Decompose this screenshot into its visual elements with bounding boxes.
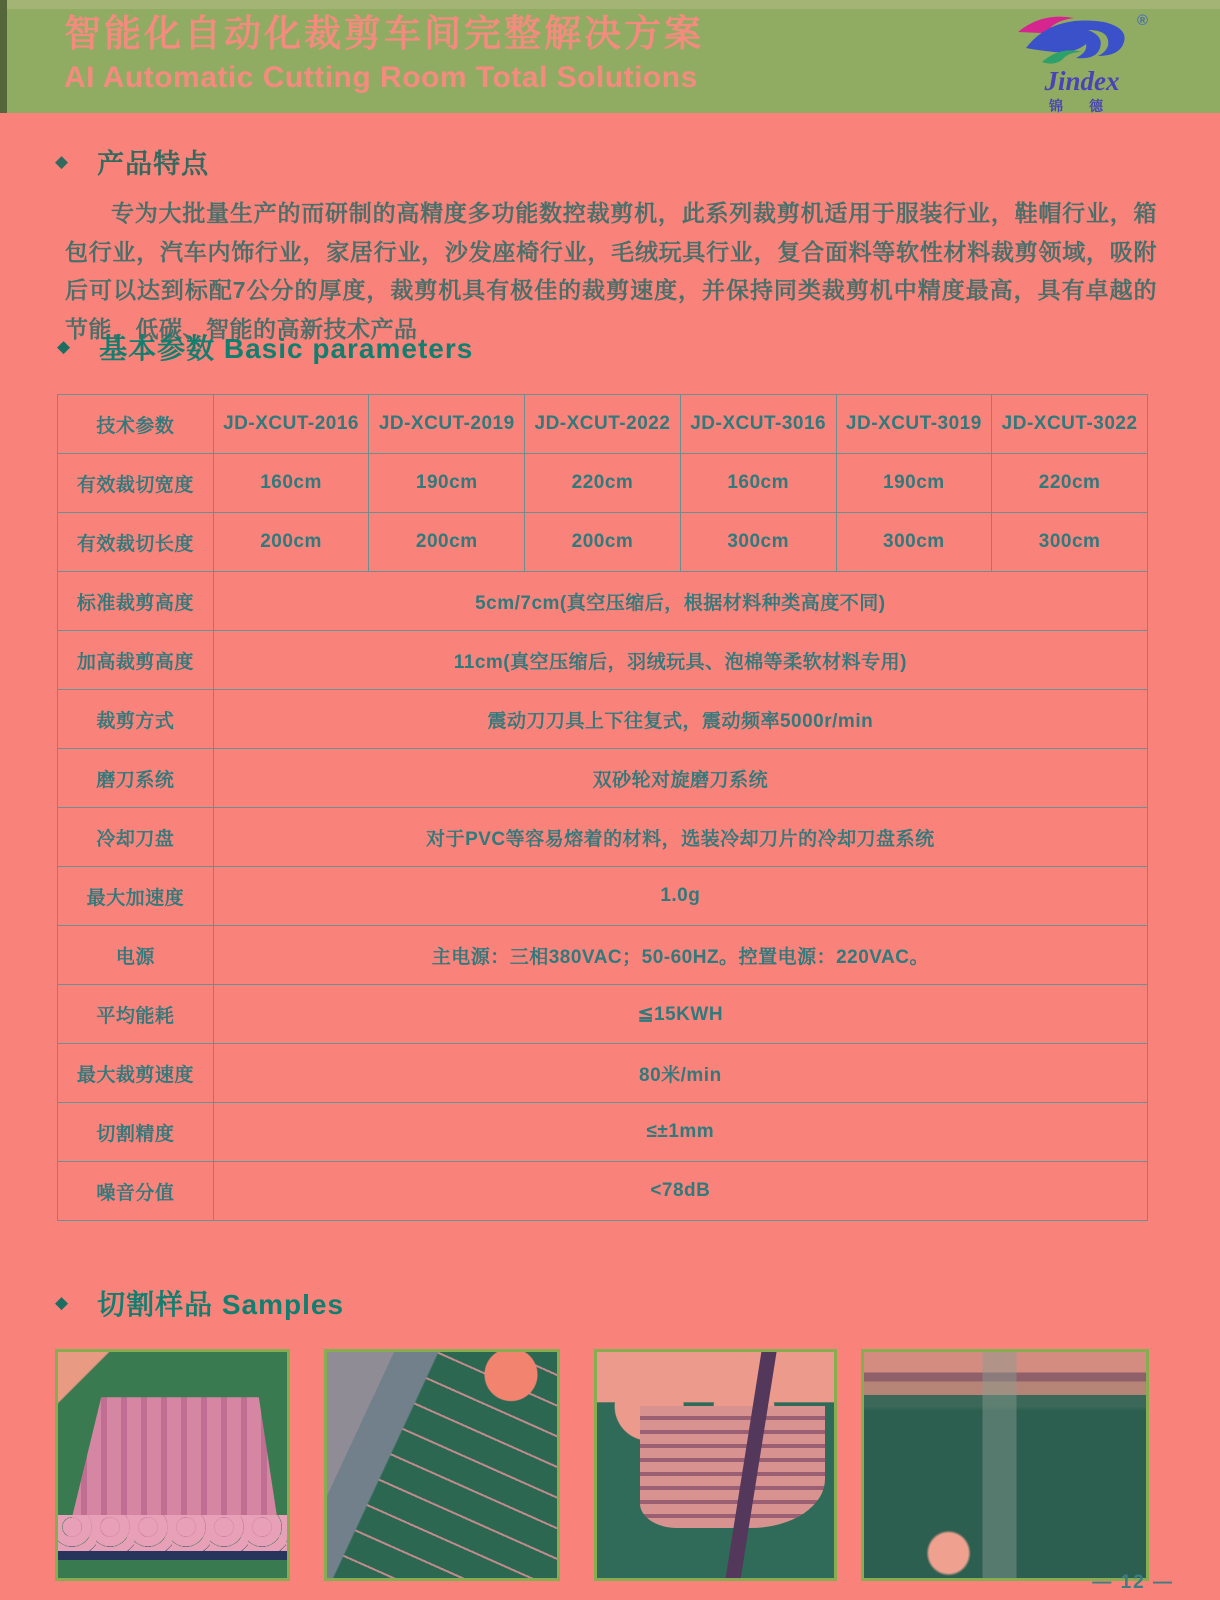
features-paragraph: 专为大批量生产的而研制的高精度多功能数控裁剪机，此系列裁剪机适用于服装行业，鞋帽行业，箱包行业，汽车内饰行业，家居行业，沙发座椅行业，毛绒玩具行业，复合面料等软性材料裁剪领域，吸附后可以达到标配7公分的厚度，裁剪机具有极佳的裁剪速度，并保持同类裁剪机中精度最高，具有卓越的节能，低碳、智能的高新技术产品 xyxy=(65,200,1157,342)
diamond-bullet-icon: ◆ xyxy=(57,337,71,356)
table-row xyxy=(58,572,1148,631)
table-row xyxy=(58,926,1148,985)
table-row xyxy=(58,985,1148,1044)
table-row xyxy=(58,749,1148,808)
param-merged-value-cell: 主电源：三相380VAC；50-60HZ。控置电源：220VAC。 xyxy=(213,926,1147,985)
param-value-cell: 200cm xyxy=(369,513,525,572)
table-row xyxy=(58,867,1148,926)
param-label-cell: 裁剪方式 xyxy=(58,690,214,749)
table-row xyxy=(58,690,1148,749)
param-label-cell: 切割精度 xyxy=(58,1103,214,1162)
param-label-cell: 电源 xyxy=(58,926,214,985)
param-label-cell: 平均能耗 xyxy=(58,985,214,1044)
diamond-bullet-icon: ◆ xyxy=(55,151,69,171)
table-row xyxy=(58,631,1148,690)
features-heading xyxy=(55,142,1165,181)
param-value-cell: 220cm xyxy=(992,454,1148,513)
parameters-title: 基本参数 Basic parameters xyxy=(99,333,474,364)
sample-photo-cutting-table xyxy=(861,1349,1149,1581)
column-header-model: JD-XCUT-3022 xyxy=(992,395,1148,454)
param-merged-value-cell: 双砂轮对旋磨刀系统 xyxy=(213,749,1147,808)
column-header-model: JD-XCUT-2022 xyxy=(525,395,681,454)
logo-swirl-icon xyxy=(1012,6,1142,68)
column-header-model: JD-XCUT-2019 xyxy=(369,395,525,454)
param-merged-value-cell: 11cm(真空压缩后，羽绒玩具、泡棉等柔软材料专用) xyxy=(213,631,1147,690)
page-title-chinese: 智能化自动化裁剪车间完整解决方案 xyxy=(64,13,704,54)
registered-trademark-icon: ® xyxy=(1136,12,1148,29)
param-merged-value-cell: ≦15KWH xyxy=(213,985,1147,1044)
diamond-bullet-icon: ◆ xyxy=(55,1293,69,1312)
param-label-cell: 最大裁剪速度 xyxy=(58,1044,214,1103)
param-label-cell: 有效裁切宽度 xyxy=(58,454,214,513)
param-value-cell: 160cm xyxy=(680,454,836,513)
param-merged-value-cell: 震动刀刀具上下往复式，震动频率5000r/min xyxy=(213,690,1147,749)
param-merged-value-cell: 80米/min xyxy=(213,1044,1147,1103)
section-basic-parameters xyxy=(57,327,1148,1221)
table-header-row xyxy=(58,395,1148,454)
sample-photo-stacked-layers xyxy=(594,1349,837,1581)
param-value-cell: 200cm xyxy=(213,513,369,572)
param-value-cell: 300cm xyxy=(680,513,836,572)
features-title: 产品特点 xyxy=(97,149,210,179)
param-value-cell: 300cm xyxy=(992,513,1148,572)
page-header xyxy=(0,0,1220,113)
table-row xyxy=(58,808,1148,867)
sample-photo-layered-sheets xyxy=(324,1349,560,1581)
param-value-cell: 300cm xyxy=(836,513,992,572)
samples-heading xyxy=(55,1283,1195,1323)
sample-photo-strip xyxy=(55,1349,1195,1581)
param-label-cell: 最大加速度 xyxy=(58,867,214,926)
page-title-english: AI Automatic Cutting Room Total Solutions xyxy=(64,61,698,94)
sample-photo-cut-pieces xyxy=(55,1349,290,1581)
param-label-cell: 冷却刀盘 xyxy=(58,808,214,867)
param-merged-value-cell: 对于PVC等容易熔着的材料，选装冷却刀片的冷却刀盘系统 xyxy=(213,808,1147,867)
param-value-cell: 200cm xyxy=(525,513,681,572)
param-merged-value-cell: 5cm/7cm(真空压缩后，根据材料种类高度不同) xyxy=(213,572,1147,631)
column-header-parameter: 技术参数 xyxy=(58,395,214,454)
table-row xyxy=(58,1162,1148,1221)
jindex-logo xyxy=(1002,4,1162,112)
column-header-model: JD-XCUT-3016 xyxy=(680,395,836,454)
param-value-cell: 190cm xyxy=(836,454,992,513)
param-merged-value-cell: ≤±1mm xyxy=(213,1103,1147,1162)
parameters-table xyxy=(57,394,1148,1221)
param-merged-value-cell: <78dB xyxy=(213,1162,1147,1221)
param-value-cell: 190cm xyxy=(369,454,525,513)
header-titles xyxy=(64,12,704,96)
logo-brand-chinese: 锦德 xyxy=(1049,98,1129,114)
param-label-cell: 加高裁剪高度 xyxy=(58,631,214,690)
table-row xyxy=(58,513,1148,572)
page-number: — 12 — xyxy=(1092,1572,1174,1593)
samples-title: 切割样品 Samples xyxy=(97,1289,345,1320)
parameters-heading xyxy=(57,327,1148,367)
param-label-cell: 标准裁剪高度 xyxy=(58,572,214,631)
table-row xyxy=(58,1044,1148,1103)
param-value-cell: 220cm xyxy=(525,454,681,513)
table-row xyxy=(58,1103,1148,1162)
param-label-cell: 磨刀系统 xyxy=(58,749,214,808)
param-value-cell: 160cm xyxy=(213,454,369,513)
column-header-model: JD-XCUT-2016 xyxy=(213,395,369,454)
header-left-strip xyxy=(0,0,7,113)
section-cutting-samples xyxy=(55,1283,1195,1581)
column-header-model: JD-XCUT-3019 xyxy=(836,395,992,454)
param-merged-value-cell: 1.0g xyxy=(213,867,1147,926)
table-row xyxy=(58,454,1148,513)
param-label-cell: 有效裁切长度 xyxy=(58,513,214,572)
logo-brand-text: Jindex xyxy=(1044,66,1120,96)
param-label-cell: 噪音分值 xyxy=(58,1162,214,1221)
section-product-features xyxy=(55,142,1165,348)
